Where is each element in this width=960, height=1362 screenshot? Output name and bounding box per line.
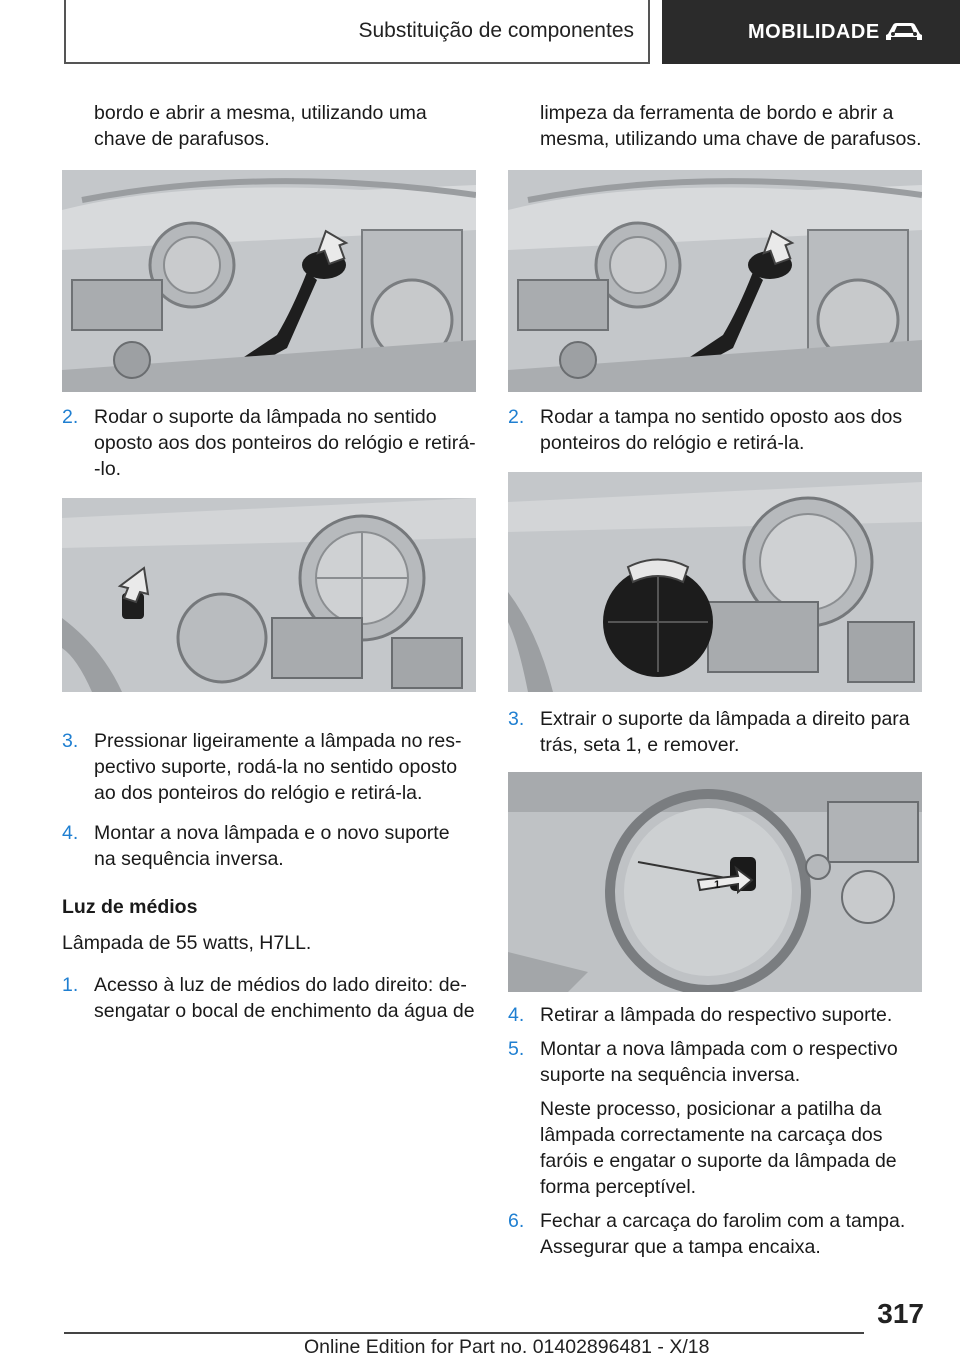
- figure-headlight-cap-left: [62, 170, 476, 392]
- right-steps-b: [508, 706, 922, 758]
- car-icon: [882, 20, 926, 44]
- list-item: [508, 1208, 922, 1260]
- list-item: [508, 1036, 922, 1088]
- footer-divider: [64, 1332, 864, 1334]
- list-item: [62, 728, 476, 806]
- chapter-title: MOBILIDADE: [748, 20, 880, 43]
- step-number: 1.: [62, 974, 79, 996]
- right-steps-c: [508, 1002, 922, 1088]
- step-number: 3.: [508, 708, 525, 730]
- right-intro-text: limpeza da ferramenta de bordo e abrir a mesma, utilizando uma chave de parafusos.: [540, 102, 922, 150]
- step-number: 6.: [508, 1210, 525, 1232]
- left-steps-b: [62, 728, 476, 872]
- step-text: Pressionar ligeiramente a lâmpada no respectivo suporte, rodá-la no sentido oposto ao dos ponteiros do relógio e retirá-la.: [94, 730, 462, 804]
- right-column: [508, 100, 922, 1260]
- subheading-text: Lâmpada de 55 watts, H7LL.: [62, 932, 312, 954]
- step-text: Retirar a lâmpada do respectivo suporte.: [540, 1004, 893, 1026]
- section-title-text: Substituição de componentes: [358, 19, 634, 42]
- right-steps-a: [508, 404, 922, 456]
- list-item: [508, 1002, 922, 1028]
- step-number: 4.: [62, 822, 79, 844]
- step-text: Acesso à luz de médios do lado direito: desengatar o bocal de enchimento da água de: [94, 974, 475, 1022]
- step-text: Extrair o suporte da lâmpada a direito para trás, seta 1, e remover.: [540, 708, 910, 756]
- step-text: Montar a nova lâmpada e o novo suporte na sequência inversa.: [94, 822, 450, 870]
- left-intro-text: bordo e abrir a mesma, utilizando uma chave de parafusos.: [94, 102, 427, 150]
- note-text: Neste processo, posicionar a patilha da lâmpada correctamente na carcaça dos faróis e engatar o suporte da lâmpada de forma perceptível.: [540, 1098, 897, 1198]
- list-item: [62, 972, 476, 1024]
- left-steps-c: [62, 972, 476, 1024]
- list-item: [508, 706, 922, 758]
- step-number: 3.: [62, 730, 79, 752]
- footer-edition: Online Edition for Part no. 01402896481 - X/18: [304, 1336, 710, 1358]
- step-text: Rodar o suporte da lâmpada no sentido oposto aos dos ponteiros do relógio e retirá--lo.: [94, 406, 476, 480]
- arrow-label: 1: [714, 879, 721, 891]
- subheading-low-beam: Luz de médios: [62, 896, 198, 918]
- list-item: [508, 404, 922, 456]
- chapter-tab: [662, 0, 960, 64]
- step-text: Fechar a carcaça do farolim com a tampa. Assegurar que a tampa encaixa.: [540, 1210, 906, 1258]
- step-number: 4.: [508, 1004, 525, 1026]
- figure-bulb-holder-left: [62, 498, 476, 692]
- header-divider-right: [648, 0, 650, 64]
- left-steps-a: [62, 404, 476, 482]
- right-steps-d: [508, 1208, 922, 1260]
- page-number: 317: [877, 1298, 924, 1329]
- step-number: 5.: [508, 1038, 525, 1060]
- section-title: [66, 0, 648, 64]
- figure-cover-removal: [508, 472, 922, 692]
- figure-bulb-holder-right: [508, 772, 922, 992]
- step-text: Rodar a tampa no sentido oposto aos dos ponteiros do relógio e retirá-la.: [540, 406, 903, 454]
- step-text: Montar a nova lâmpada com o respectivo suporte na sequência inversa.: [540, 1038, 898, 1086]
- step-number: 2.: [62, 406, 79, 428]
- step-number: 2.: [508, 406, 525, 428]
- left-column: [62, 100, 476, 1024]
- figure-headlight-cap-right: [508, 170, 922, 392]
- list-item: [62, 404, 476, 482]
- list-item: [62, 820, 476, 872]
